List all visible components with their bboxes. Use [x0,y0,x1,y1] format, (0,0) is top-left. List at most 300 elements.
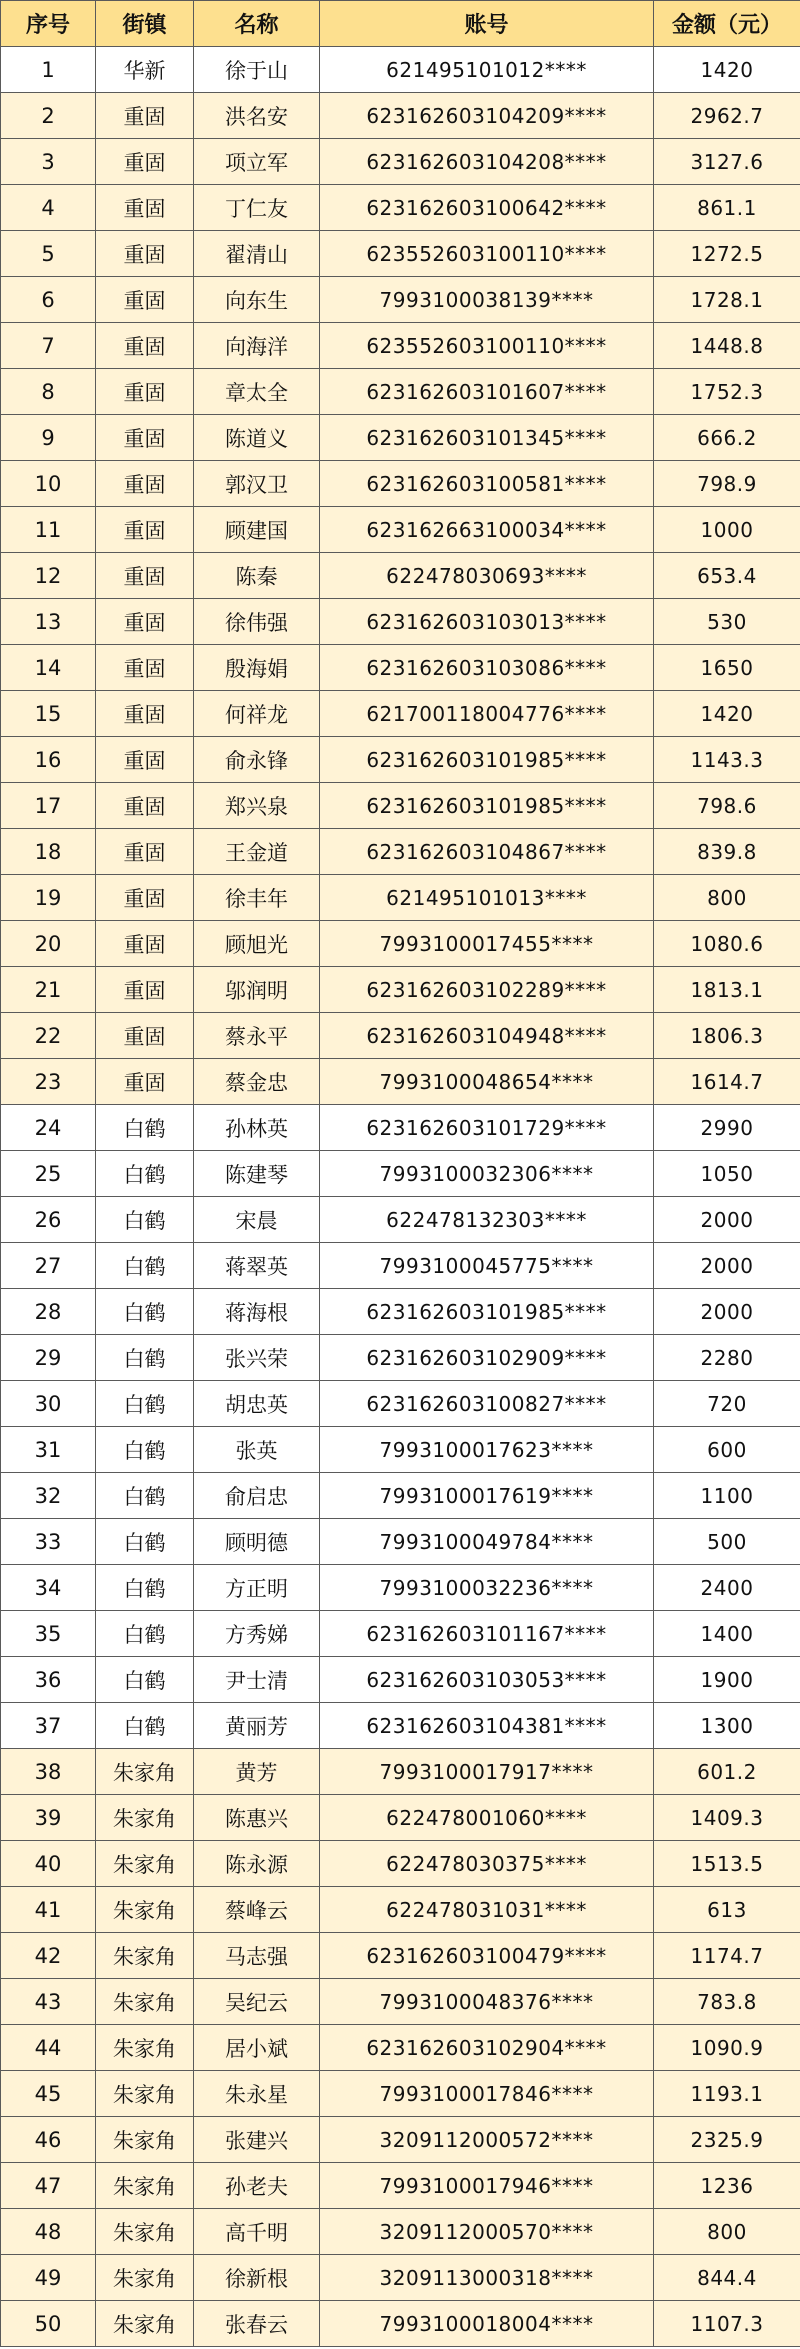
table-row [1,2163,800,2209]
cell-serial-number: 4 [1,185,96,231]
cell-amount: 2325.9 [654,2117,800,2163]
cell-town: 重固 [96,553,194,599]
cell-amount: 2962.7 [654,93,800,139]
cell-town: 朱家角 [96,2255,194,2301]
cell-amount: 1448.8 [654,323,800,369]
cell-account: 622478031031**** [320,1887,654,1933]
cell-town: 白鹤 [96,1197,194,1243]
cell-amount: 530 [654,599,800,645]
cell-town: 白鹤 [96,1565,194,1611]
cell-account: 623162603104209**** [320,93,654,139]
cell-amount: 1513.5 [654,1841,800,1887]
cell-town: 朱家角 [96,2117,194,2163]
cell-account: 7993100018004**** [320,2301,654,2347]
cell-account: 7993100048376**** [320,1979,654,2025]
cell-serial-number: 28 [1,1289,96,1335]
table-row [1,415,800,461]
cell-amount: 720 [654,1381,800,1427]
cell-account: 623162603101345**** [320,415,654,461]
cell-name: 郑兴泉 [194,783,320,829]
table-row [1,1335,800,1381]
table-row [1,507,800,553]
cell-account: 623162603104208**** [320,139,654,185]
cell-amount: 1420 [654,47,800,93]
cell-account: 7993100017619**** [320,1473,654,1519]
cell-account: 622478030693**** [320,553,654,599]
cell-name: 丁仁友 [194,185,320,231]
table-row [1,645,800,691]
cell-amount: 2400 [654,1565,800,1611]
cell-serial-number: 15 [1,691,96,737]
cell-serial-number: 19 [1,875,96,921]
cell-name: 向海洋 [194,323,320,369]
cell-account: 623552603100110**** [320,231,654,277]
cell-account: 7993100038139**** [320,277,654,323]
cell-amount: 1000 [654,507,800,553]
header-account: 账号 [320,1,654,47]
cell-town: 白鹤 [96,1289,194,1335]
table-body [1,47,800,2347]
cell-amount: 2000 [654,1243,800,1289]
cell-town: 朱家角 [96,2209,194,2255]
cell-name: 王金道 [194,829,320,875]
cell-serial-number: 14 [1,645,96,691]
cell-town: 重固 [96,369,194,415]
cell-account: 623162603104381**** [320,1703,654,1749]
cell-serial-number: 1 [1,47,96,93]
table-row [1,1289,800,1335]
cell-name: 徐丰年 [194,875,320,921]
cell-amount: 2990 [654,1105,800,1151]
cell-account: 3209113000318**** [320,2255,654,2301]
cell-serial-number: 12 [1,553,96,599]
table-row [1,2117,800,2163]
cell-serial-number: 33 [1,1519,96,1565]
cell-town: 重固 [96,691,194,737]
cell-name: 孙老夫 [194,2163,320,2209]
table-row [1,783,800,829]
cell-account: 7993100017623**** [320,1427,654,1473]
cell-name: 章太全 [194,369,320,415]
table-row [1,277,800,323]
cell-serial-number: 45 [1,2071,96,2117]
cell-serial-number: 13 [1,599,96,645]
cell-amount: 613 [654,1887,800,1933]
cell-account: 623162603100479**** [320,1933,654,1979]
cell-name: 孙林英 [194,1105,320,1151]
table-row [1,1795,800,1841]
cell-name: 尹士清 [194,1657,320,1703]
cell-serial-number: 25 [1,1151,96,1197]
cell-amount: 798.9 [654,461,800,507]
cell-town: 白鹤 [96,1151,194,1197]
table-row [1,93,800,139]
table-row [1,1611,800,1657]
cell-serial-number: 38 [1,1749,96,1795]
cell-town: 朱家角 [96,2071,194,2117]
cell-name: 朱永星 [194,2071,320,2117]
cell-town: 重固 [96,967,194,1013]
table-row [1,1703,800,1749]
cell-town: 朱家角 [96,1887,194,1933]
cell-account: 623552603100110**** [320,323,654,369]
cell-account: 623162603102909**** [320,1335,654,1381]
cell-town: 白鹤 [96,1611,194,1657]
cell-town: 重固 [96,507,194,553]
cell-serial-number: 32 [1,1473,96,1519]
cell-serial-number: 16 [1,737,96,783]
header-serial-number: 序号 [1,1,96,47]
cell-account: 623162603101607**** [320,369,654,415]
table-row [1,2025,800,2071]
table-row [1,1749,800,1795]
cell-town: 朱家角 [96,1795,194,1841]
cell-town: 重固 [96,921,194,967]
cell-name: 陈道义 [194,415,320,461]
table-row [1,1565,800,1611]
table-row [1,1105,800,1151]
cell-serial-number: 29 [1,1335,96,1381]
cell-town: 重固 [96,829,194,875]
table-row [1,2071,800,2117]
cell-account: 7993100049784**** [320,1519,654,1565]
cell-town: 朱家角 [96,2025,194,2071]
cell-account: 622478001060**** [320,1795,654,1841]
cell-name: 陈建琴 [194,1151,320,1197]
table-row [1,599,800,645]
cell-account: 623162603101985**** [320,737,654,783]
cell-account: 623162603100642**** [320,185,654,231]
cell-serial-number: 9 [1,415,96,461]
table-row [1,1243,800,1289]
cell-amount: 653.4 [654,553,800,599]
cell-amount: 800 [654,2209,800,2255]
cell-account: 7993100017946**** [320,2163,654,2209]
table-row [1,185,800,231]
table-row [1,1151,800,1197]
cell-account: 623162603102289**** [320,967,654,1013]
cell-name: 邬润明 [194,967,320,1013]
cell-name: 翟清山 [194,231,320,277]
cell-account: 3209112000572**** [320,2117,654,2163]
table-row [1,553,800,599]
cell-town: 朱家角 [96,1979,194,2025]
cell-name: 项立军 [194,139,320,185]
cell-account: 621700118004776**** [320,691,654,737]
table-row [1,1933,800,1979]
cell-account: 623162603101985**** [320,783,654,829]
cell-town: 白鹤 [96,1703,194,1749]
cell-serial-number: 49 [1,2255,96,2301]
table-row [1,691,800,737]
table-row [1,1519,800,1565]
cell-name: 顾旭光 [194,921,320,967]
cell-amount: 798.6 [654,783,800,829]
cell-account: 623162603103013**** [320,599,654,645]
cell-amount: 1107.3 [654,2301,800,2347]
cell-town: 朱家角 [96,2301,194,2347]
cell-serial-number: 5 [1,231,96,277]
cell-town: 重固 [96,323,194,369]
cell-town: 白鹤 [96,1381,194,1427]
cell-name: 张建兴 [194,2117,320,2163]
cell-name: 方秀娣 [194,1611,320,1657]
table-row [1,2209,800,2255]
cell-amount: 839.8 [654,829,800,875]
cell-amount: 1090.9 [654,2025,800,2071]
cell-account: 7993100045775**** [320,1243,654,1289]
cell-town: 重固 [96,599,194,645]
table-row [1,1979,800,2025]
cell-amount: 1143.3 [654,737,800,783]
table-row [1,1197,800,1243]
cell-account: 3209112000570**** [320,2209,654,2255]
cell-town: 白鹤 [96,1657,194,1703]
cell-account: 621495101013**** [320,875,654,921]
cell-serial-number: 23 [1,1059,96,1105]
cell-amount: 600 [654,1427,800,1473]
cell-town: 重固 [96,461,194,507]
table-row [1,231,800,277]
cell-name: 居小斌 [194,2025,320,2071]
table-row [1,47,800,93]
table-header [1,1,800,47]
cell-town: 重固 [96,415,194,461]
cell-serial-number: 41 [1,1887,96,1933]
cell-account: 623162603101167**** [320,1611,654,1657]
cell-amount: 666.2 [654,415,800,461]
cell-name: 蒋海根 [194,1289,320,1335]
cell-serial-number: 2 [1,93,96,139]
cell-town: 华新 [96,47,194,93]
cell-name: 徐新根 [194,2255,320,2301]
cell-town: 白鹤 [96,1473,194,1519]
cell-name: 胡忠英 [194,1381,320,1427]
cell-town: 白鹤 [96,1519,194,1565]
cell-amount: 1193.1 [654,2071,800,2117]
table-row [1,1381,800,1427]
cell-name: 郭汉卫 [194,461,320,507]
cell-account: 623162603103053**** [320,1657,654,1703]
cell-amount: 1900 [654,1657,800,1703]
table-row [1,2255,800,2301]
cell-name: 宋晨 [194,1197,320,1243]
cell-serial-number: 7 [1,323,96,369]
table-row [1,829,800,875]
cell-serial-number: 21 [1,967,96,1013]
cell-serial-number: 30 [1,1381,96,1427]
table-row [1,737,800,783]
cell-amount: 1650 [654,645,800,691]
cell-name: 洪名安 [194,93,320,139]
cell-name: 蔡峰云 [194,1887,320,1933]
cell-amount: 500 [654,1519,800,1565]
cell-account: 7993100048654**** [320,1059,654,1105]
table-row [1,875,800,921]
cell-town: 重固 [96,139,194,185]
cell-account: 623162603103086**** [320,645,654,691]
cell-town: 白鹤 [96,1243,194,1289]
cell-amount: 1752.3 [654,369,800,415]
cell-amount: 1806.3 [654,1013,800,1059]
header-town: 街镇 [96,1,194,47]
cell-amount: 3127.6 [654,139,800,185]
cell-account: 623162603100827**** [320,1381,654,1427]
cell-serial-number: 24 [1,1105,96,1151]
cell-name: 张英 [194,1427,320,1473]
cell-serial-number: 26 [1,1197,96,1243]
cell-serial-number: 17 [1,783,96,829]
cell-account: 621495101012**** [320,47,654,93]
table-row [1,461,800,507]
cell-serial-number: 47 [1,2163,96,2209]
cell-name: 张春云 [194,2301,320,2347]
cell-account: 623162603102904**** [320,2025,654,2071]
cell-amount: 783.8 [654,1979,800,2025]
cell-amount: 1813.1 [654,967,800,1013]
cell-serial-number: 36 [1,1657,96,1703]
cell-town: 重固 [96,185,194,231]
cell-town: 重固 [96,93,194,139]
cell-amount: 1300 [654,1703,800,1749]
cell-name: 向东生 [194,277,320,323]
table-row [1,921,800,967]
cell-account: 623162603104948**** [320,1013,654,1059]
cell-serial-number: 50 [1,2301,96,2347]
cell-amount: 844.4 [654,2255,800,2301]
table-row [1,1427,800,1473]
cell-account: 623162603100581**** [320,461,654,507]
table-row [1,323,800,369]
cell-name: 蒋翠英 [194,1243,320,1289]
cell-town: 重固 [96,875,194,921]
cell-name: 陈惠兴 [194,1795,320,1841]
table-row [1,1657,800,1703]
cell-amount: 1614.7 [654,1059,800,1105]
cell-amount: 1272.5 [654,231,800,277]
cell-town: 重固 [96,1013,194,1059]
cell-serial-number: 8 [1,369,96,415]
header-row [1,1,800,47]
cell-serial-number: 48 [1,2209,96,2255]
table-row [1,967,800,1013]
cell-serial-number: 3 [1,139,96,185]
cell-amount: 2000 [654,1197,800,1243]
cell-town: 朱家角 [96,1749,194,1795]
cell-town: 朱家角 [96,1933,194,1979]
cell-account: 623162603101729**** [320,1105,654,1151]
cell-name: 陈秦 [194,553,320,599]
cell-name: 顾明德 [194,1519,320,1565]
cell-amount: 1080.6 [654,921,800,967]
cell-town: 白鹤 [96,1105,194,1151]
cell-town: 白鹤 [96,1335,194,1381]
cell-name: 高千明 [194,2209,320,2255]
cell-account: 7993100017455**** [320,921,654,967]
cell-serial-number: 27 [1,1243,96,1289]
cell-town: 重固 [96,231,194,277]
cell-name: 顾建国 [194,507,320,553]
cell-serial-number: 42 [1,1933,96,1979]
cell-name: 方正明 [194,1565,320,1611]
cell-account: 7993100017917**** [320,1749,654,1795]
cell-serial-number: 44 [1,2025,96,2071]
cell-serial-number: 37 [1,1703,96,1749]
cell-town: 朱家角 [96,2163,194,2209]
cell-name: 陈永源 [194,1841,320,1887]
cell-name: 蔡永平 [194,1013,320,1059]
cell-serial-number: 6 [1,277,96,323]
cell-name: 俞启忠 [194,1473,320,1519]
cell-serial-number: 43 [1,1979,96,2025]
cell-amount: 800 [654,875,800,921]
cell-town: 白鹤 [96,1427,194,1473]
cell-amount: 1050 [654,1151,800,1197]
cell-serial-number: 20 [1,921,96,967]
header-name: 名称 [194,1,320,47]
cell-amount: 601.2 [654,1749,800,1795]
cell-amount: 1409.3 [654,1795,800,1841]
cell-name: 蔡金忠 [194,1059,320,1105]
table-row [1,1473,800,1519]
cell-name: 俞永锋 [194,737,320,783]
cell-amount: 1174.7 [654,1933,800,1979]
cell-serial-number: 34 [1,1565,96,1611]
cell-amount: 1100 [654,1473,800,1519]
cell-amount: 861.1 [654,185,800,231]
cell-amount: 2000 [654,1289,800,1335]
cell-account: 623162603104867**** [320,829,654,875]
cell-town: 重固 [96,737,194,783]
cell-serial-number: 31 [1,1427,96,1473]
table-row [1,1887,800,1933]
cell-serial-number: 18 [1,829,96,875]
cell-serial-number: 35 [1,1611,96,1657]
cell-serial-number: 22 [1,1013,96,1059]
table-row [1,1013,800,1059]
cell-name: 马志强 [194,1933,320,1979]
cell-account: 7993100017846**** [320,2071,654,2117]
cell-amount: 1400 [654,1611,800,1657]
table-row [1,1059,800,1105]
cell-name: 吴纪云 [194,1979,320,2025]
cell-account: 7993100032236**** [320,1565,654,1611]
cell-serial-number: 39 [1,1795,96,1841]
cell-name: 殷海娟 [194,645,320,691]
table-row [1,2301,800,2347]
cell-account: 7993100032306**** [320,1151,654,1197]
cell-account: 623162603101985**** [320,1289,654,1335]
cell-town: 重固 [96,1059,194,1105]
cell-account: 622478132303**** [320,1197,654,1243]
cell-serial-number: 46 [1,2117,96,2163]
table-row [1,1841,800,1887]
cell-name: 徐伟强 [194,599,320,645]
cell-town: 重固 [96,783,194,829]
cell-name: 徐于山 [194,47,320,93]
cell-town: 朱家角 [96,1841,194,1887]
cell-amount: 1728.1 [654,277,800,323]
cell-serial-number: 10 [1,461,96,507]
cell-amount: 1236 [654,2163,800,2209]
cell-name: 何祥龙 [194,691,320,737]
cell-amount: 2280 [654,1335,800,1381]
cell-town: 重固 [96,645,194,691]
cell-town: 重固 [96,277,194,323]
cell-serial-number: 11 [1,507,96,553]
cell-account: 622478030375**** [320,1841,654,1887]
cell-serial-number: 40 [1,1841,96,1887]
